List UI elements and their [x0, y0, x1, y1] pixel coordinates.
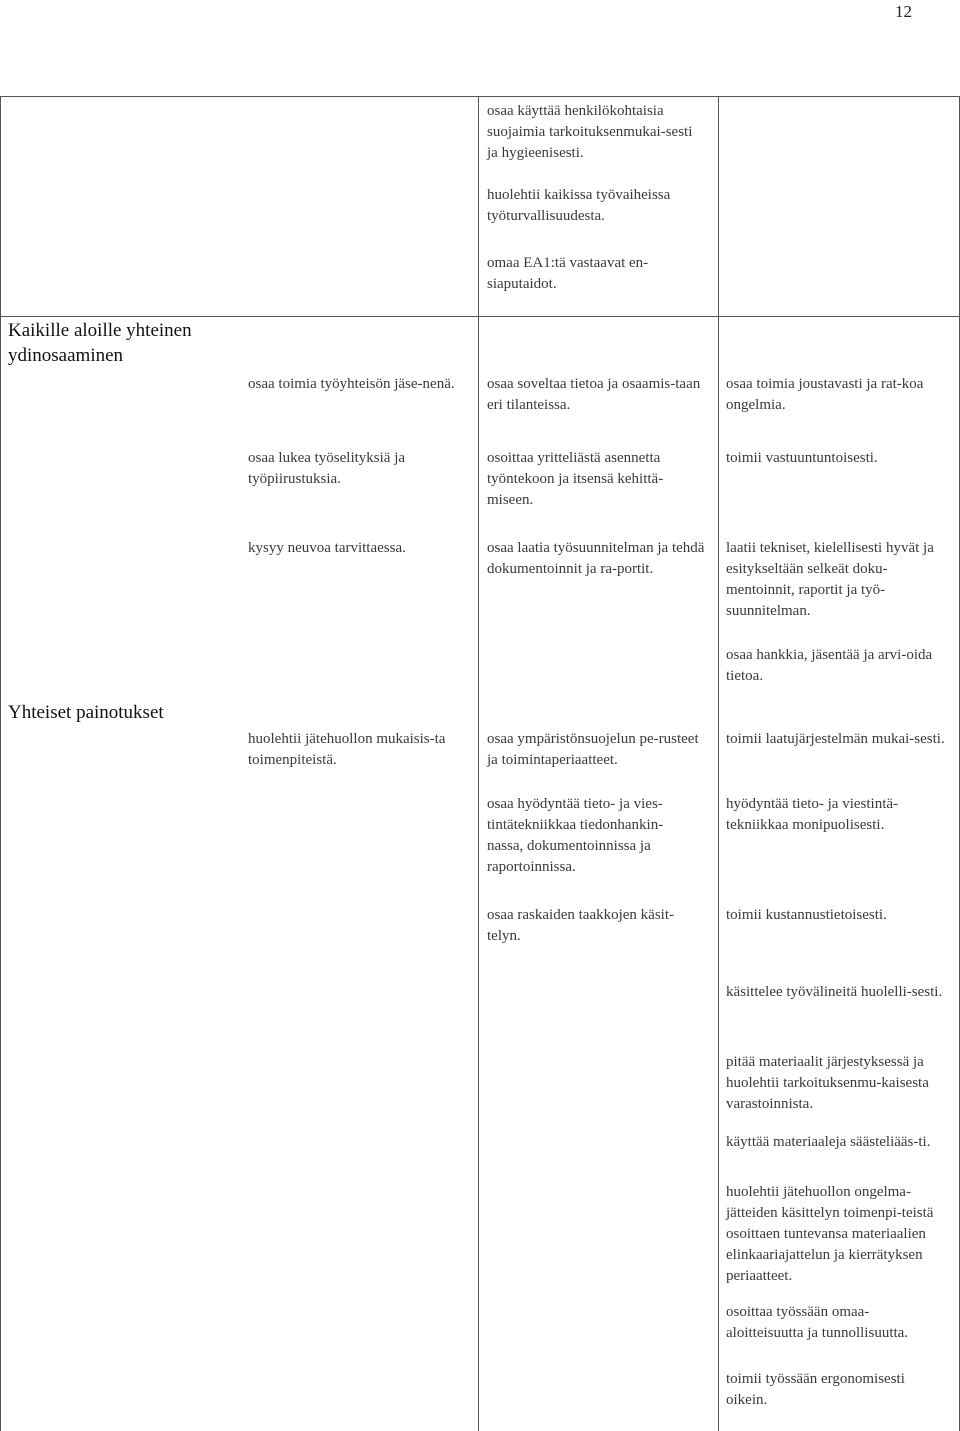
criterion-text: käsittelee työvälineitä huolelli-sesti. — [726, 984, 943, 1000]
core-criterion — [248, 374, 468, 395]
criterion-text: osaa toimia joustavasti ja rat-koa ongelmia. — [726, 376, 924, 413]
criterion-text: omaa EA1:tä vastaavat en-siaputaidot. — [487, 255, 649, 292]
criterion-text: toimii laatujärjestelmän mukai-sesti. — [726, 731, 945, 747]
shared-criterion — [726, 982, 954, 1003]
criterion-text: osoittaa yritteliästä asennetta työntekoon ja itsensä kehittä-miseen. — [487, 450, 664, 508]
criterion-text: osaa soveltaa tietoa ja osaamis-taan eri tilanteissa. — [487, 376, 701, 413]
core-criterion — [726, 374, 954, 416]
criterion-text: osaa käyttää henkilökohtaisia suojaimia tarkoituksenmukai-sesti ja hygieenisesti. — [487, 103, 693, 161]
criterion-text: osaa raskaiden taakkojen käsit-telyn. — [487, 907, 675, 944]
shared-criterion — [726, 1182, 954, 1287]
core-criterion — [726, 645, 954, 687]
criterion-text: toimii vastuuntuntoisesti. — [726, 450, 878, 466]
criterion-text: hyödyntää tieto- ja viestintä-tekniikkaa monipuolisesti. — [726, 796, 899, 833]
criterion-text: toimii kustannustietoisesti. — [726, 907, 887, 923]
criterion-text: osaa toimia työyhteisön jäse-nenä. — [248, 376, 455, 392]
shared-criterion — [487, 905, 709, 947]
table-row-divider — [0, 316, 960, 317]
criterion-text: osoittaa työssään omaa-aloitteisuutta ja tunnollisuutta. — [726, 1304, 909, 1341]
shared-criterion — [726, 1302, 954, 1344]
criterion-text: pitää materiaalit järjestyksessä ja huolehtii tarkoituksenmu-kaisesta varastoinnista. — [726, 1054, 929, 1112]
criterion-text: kysyy neuvoa tarvittaessa. — [248, 540, 406, 556]
core-criterion — [248, 448, 468, 490]
criterion-text: laatii tekniset, kielellisesti hyvät ja esitykseltään selkeät doku-mentoinnit, raportit ja työ-suunnitelman. — [726, 540, 934, 619]
table-column-divider — [718, 96, 719, 1431]
shared-criterion — [726, 729, 954, 750]
core-criterion — [726, 538, 954, 622]
table-border-top — [0, 96, 960, 97]
continuation-criterion — [487, 101, 709, 164]
shared-criterion — [726, 794, 954, 836]
shared-criterion — [248, 729, 468, 771]
criterion-text: huolehtii jätehuollon ongelma-jätteiden käsittelyn toimenpi-teistä osoittaen tuntevansa materiaalien elinkaariajattelun ja kierrätyksen periaatteet. — [726, 1184, 934, 1284]
criterion-text: osaa hyödyntää tieto- ja vies-tintätekniikkaa tiedonhankin-nassa, dokumentoinnissa ja raportoinnissa. — [487, 796, 664, 875]
table-column-divider — [478, 96, 479, 1431]
criterion-text: osaa hankkia, jäsentää ja arvi-oida tietoa. — [726, 647, 933, 684]
criterion-text: huolehtii jätehuollon mukaisis-ta toimenpiteistä. — [248, 731, 446, 768]
shared-criterion — [487, 794, 709, 878]
page-number: 12 — [895, 2, 912, 21]
continuation-criterion — [487, 185, 709, 227]
criterion-text: osaa lukea työselityksiä ja työpiirustuksia. — [248, 450, 406, 487]
core-criterion — [487, 448, 709, 511]
criterion-text: käyttää materiaaleja säästeliääs-ti. — [726, 1134, 931, 1150]
continuation-criterion — [487, 253, 709, 295]
section-heading-core: Kaikille aloille yhteinen ydinosaaminen — [8, 320, 192, 366]
criterion-text: toimii työssään ergonomisesti oikein. — [726, 1371, 905, 1408]
criterion-text: huolehtii kaikissa työvaiheissa työturvallisuudesta. — [487, 187, 671, 224]
shared-criterion — [726, 1052, 954, 1115]
criterion-text: osaa laatia työsuunnitelman ja tehdä dokumentoinnit ja ra-portit. — [487, 540, 705, 577]
shared-criterion — [726, 1132, 954, 1153]
core-criterion — [248, 538, 468, 559]
shared-criterion — [726, 905, 954, 926]
section-heading-shared: Yhteiset painotukset — [8, 702, 164, 723]
criterion-text: osaa ympäristönsuojelun pe-rusteet ja toimintaperiaatteet. — [487, 731, 699, 768]
core-criterion — [487, 374, 709, 416]
shared-criterion — [487, 729, 709, 771]
core-criterion — [726, 448, 954, 469]
shared-criterion — [726, 1369, 954, 1411]
table-border-left — [0, 96, 1, 1431]
core-criterion — [487, 538, 709, 580]
